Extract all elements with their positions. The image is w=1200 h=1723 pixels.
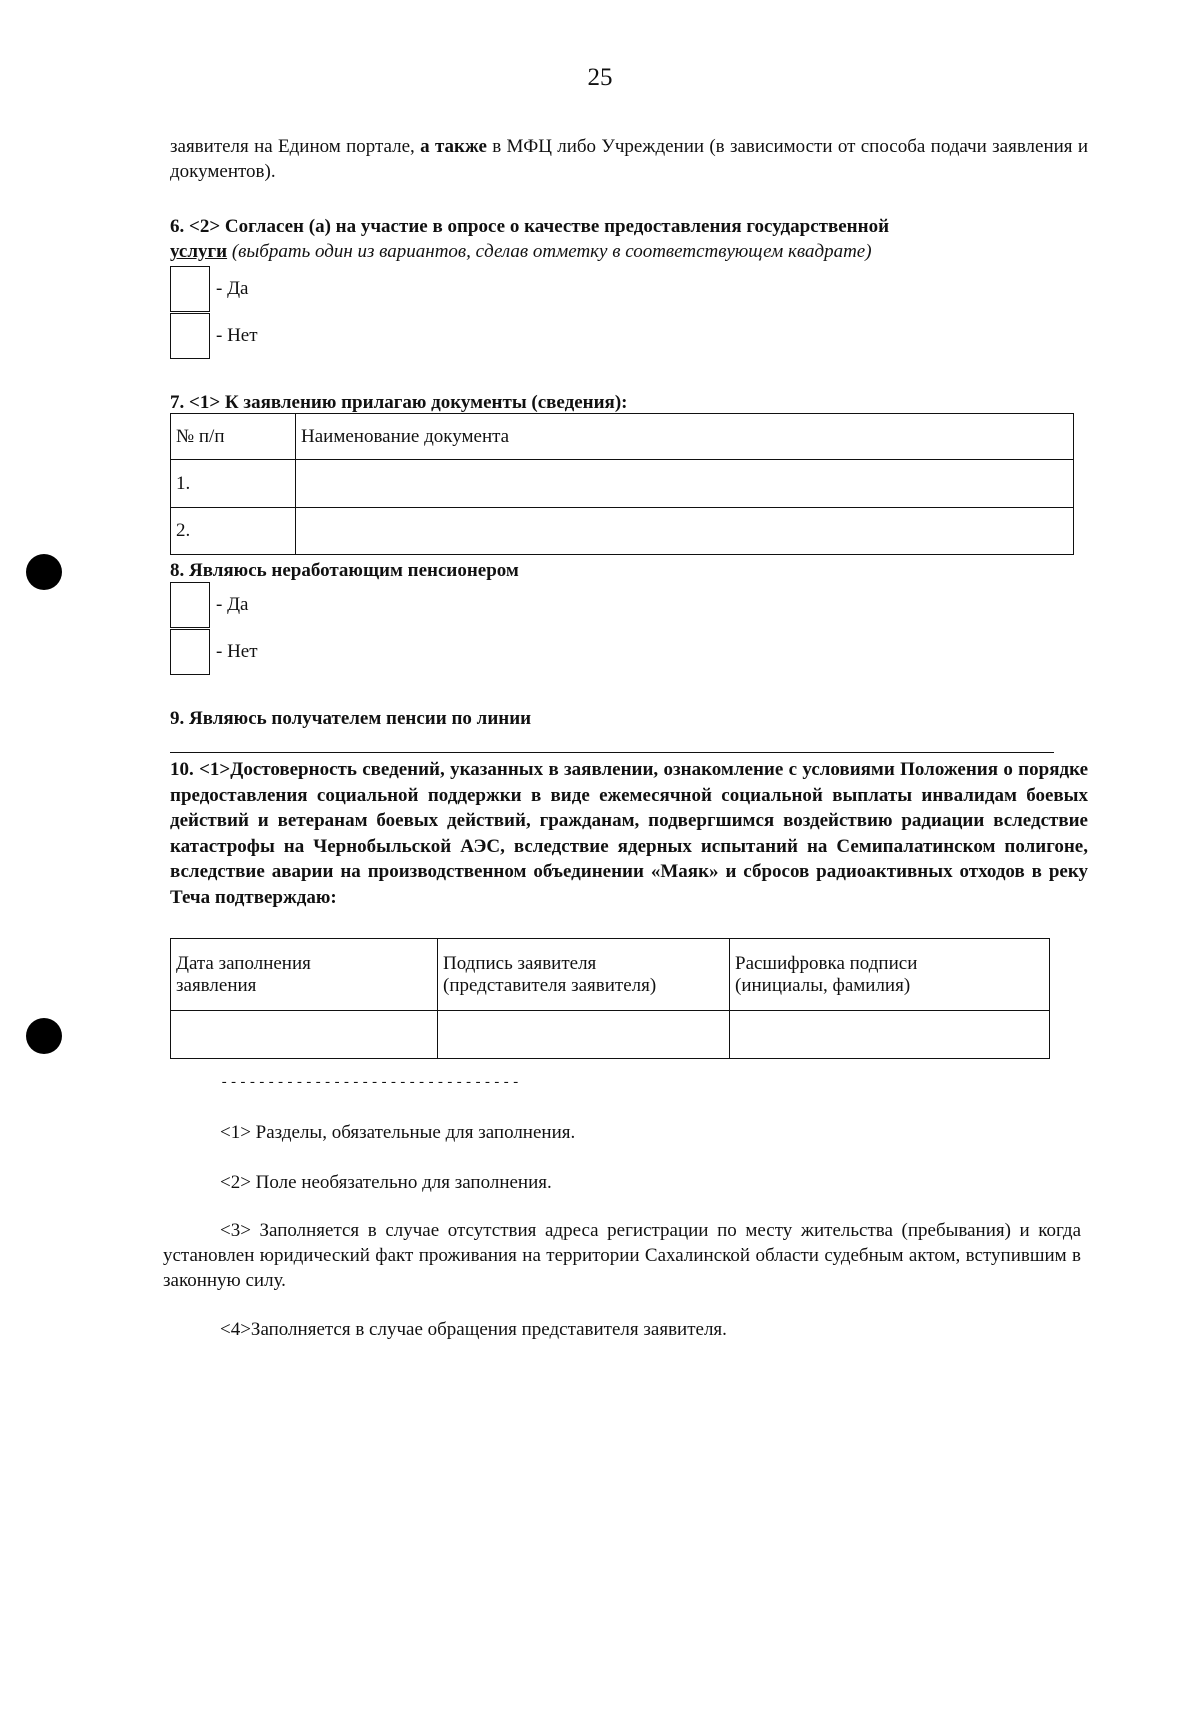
signature-header-sign-line1: Подпись заявителя	[443, 952, 597, 974]
punch-hole-bottom	[26, 1018, 62, 1054]
item9-title: 9. Являюсь получателем пенсии по линии	[170, 708, 532, 729]
footnote-1: <1> Разделы, обязательные для заполнения.	[220, 1122, 576, 1143]
signature-header-date	[171, 939, 438, 1011]
signature-header-sign-line2: (представителя заявителя)	[443, 974, 657, 996]
documents-table	[170, 413, 1074, 555]
signature-name-field[interactable]	[730, 1011, 1050, 1059]
table-row	[171, 1011, 1050, 1059]
item9-fill-line[interactable]	[170, 752, 1054, 753]
footnote-2: <2> Поле необязательно для заполнения.	[220, 1172, 552, 1193]
signature-header-name-line2: (инициалы, фамилия)	[735, 974, 911, 996]
punch-hole-top	[26, 554, 62, 590]
item8-yes-label: - Да	[216, 594, 249, 615]
item6-yes-label: - Да	[216, 278, 249, 299]
intro-part1: заявителя на Едином портале,	[170, 136, 415, 157]
documents-header-number: № п/п	[171, 414, 296, 460]
signature-header-date-line1: Дата заполнения	[176, 952, 311, 974]
page-number: 25	[587, 64, 613, 91]
item8-yes-checkbox[interactable]	[170, 582, 210, 628]
intro-part2: а также	[420, 136, 487, 157]
signature-header-name-line1: Расшифровка подписи	[735, 952, 918, 974]
table-row	[171, 460, 1074, 508]
item6-subtitle	[170, 239, 1088, 264]
item10-text: 10. <1>Достоверность сведений, указанных в заявлении, ознакомление с условиями Положения о порядке предоставления социальной поддержки в виде ежемесячной социальной выплаты инвалидам боевых действий и ветеранам боевых действий, гражданам, подвергшимся воздействию радиации вследствие катастрофы на Чернобыльской АЭС, вследствие ядерных испытаний на Семипалатинском полигоне, вследствие аварии на производственном объединении «Маяк» и сбросов радиоактивных отходов в реку Теча подтверждаю:	[170, 759, 1088, 908]
documents-row2-number: 2.	[171, 508, 296, 555]
item6-yes-checkbox[interactable]	[170, 266, 210, 312]
item6-title: 6. <2> Согласен (а) на участие в опросе о качестве предоставления государственной	[170, 216, 890, 237]
documents-row2-name-field[interactable]	[296, 508, 1074, 555]
item8-title: 8. Являюсь неработающим пенсионером	[170, 560, 519, 581]
documents-table-header	[171, 414, 1074, 460]
signature-header-date-line2: заявления	[176, 974, 257, 996]
footnote-3: <3> Заполняется в случае отсутствия адреса регистрации по месту жительства (пребывания) и когда установлен юридический факт проживания на территории Сахалинской области судебным актом, вступившим в законную силу.	[163, 1220, 1081, 1291]
item6-no-checkbox[interactable]	[170, 313, 210, 359]
signature-header-sign	[438, 939, 730, 1011]
item6-hint: (выбрать один из вариантов, сделав отметку в соответствующем квадрате)	[231, 241, 872, 262]
signature-header-name	[730, 939, 1050, 1011]
item6-title-tail: услуги	[170, 241, 228, 262]
table-row	[171, 508, 1074, 555]
item8-no-checkbox[interactable]	[170, 629, 210, 675]
intro-part3: в МФЦ либо Учреждении (в зависимости от способа подачи заявления и документов).	[170, 136, 1089, 182]
documents-header-name: Наименование документа	[296, 414, 1074, 460]
footnote-4: <4>Заполняется в случае обращения представителя заявителя.	[220, 1319, 727, 1340]
documents-row1-number: 1.	[171, 460, 296, 508]
signature-date-field[interactable]	[171, 1011, 438, 1059]
item6-no-label: - Нет	[216, 325, 258, 346]
signature-table-header	[171, 939, 1050, 1011]
item7-title: 7. <1> К заявлению прилагаю документы (сведения):	[170, 392, 628, 413]
intro-paragraph	[170, 134, 1088, 184]
item8-no-label: - Нет	[216, 641, 258, 662]
footnote-separator: --------------------------------	[220, 1075, 521, 1091]
documents-row1-name-field[interactable]	[296, 460, 1074, 508]
signature-sign-field[interactable]	[438, 1011, 730, 1059]
signature-table	[170, 938, 1050, 1059]
